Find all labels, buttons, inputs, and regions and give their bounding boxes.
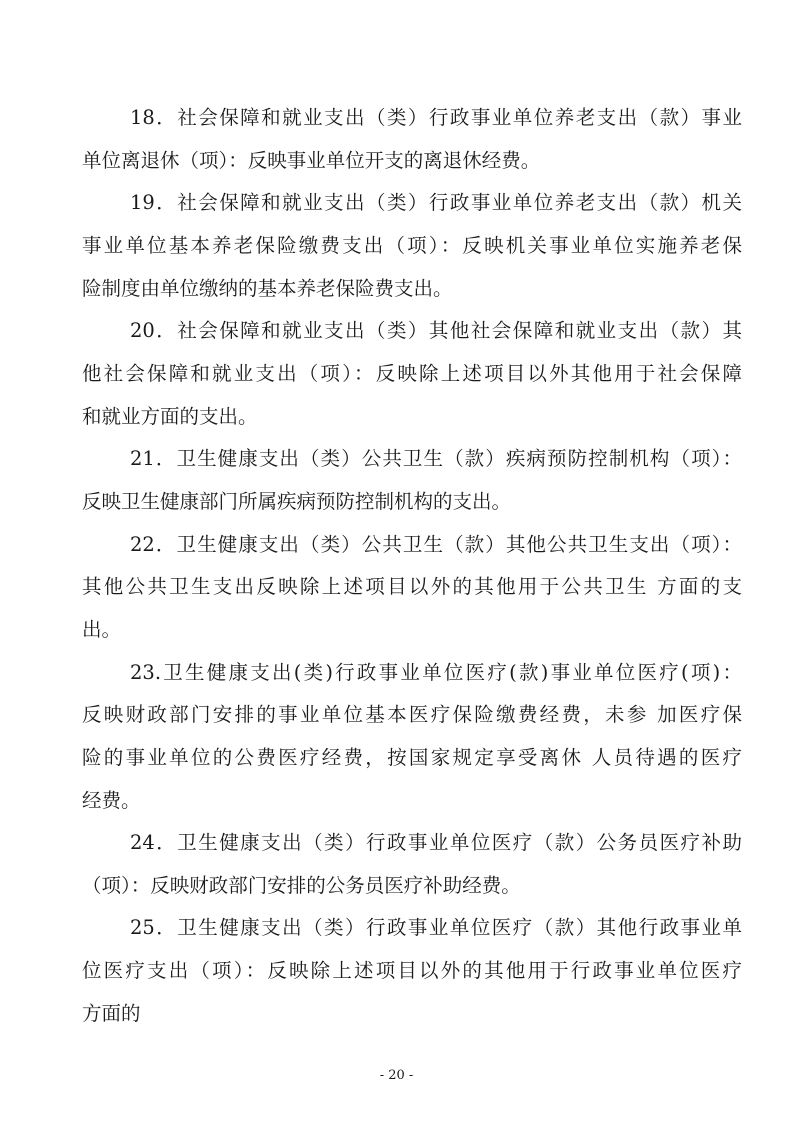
paragraph-item-20 — [82, 310, 742, 438]
text-line: 25．卫生健康支出（类）行政事业单位医疗（款）其他行政事业单 — [130, 916, 742, 940]
text-line: 出。 — [82, 617, 122, 641]
paragraph-item-25 — [82, 907, 742, 1035]
text-line: 经费。 — [82, 788, 141, 812]
text-line: 其他公共卫生支出反映除上述项目以外的其他用于公共卫生 方面的支 — [82, 575, 742, 599]
text-line: 20．社会保障和就业支出（类）其他社会保障和就业支出（款）其 — [130, 319, 742, 343]
body-text — [82, 97, 742, 1035]
text-line: 19．社会保障和就业支出（类）行政事业单位养老支出（款）机关 — [130, 191, 742, 215]
paragraph-item-21 — [82, 438, 742, 523]
text-line: 单位离退休（项）：反映事业单位开支的离退休经费。 — [82, 148, 541, 172]
paragraph-item-24 — [82, 822, 742, 907]
paragraph-item-19 — [82, 182, 742, 310]
page-number: - 20 - — [379, 1068, 414, 1083]
text-line: （项）：反映财政部门安排的公务员医疗补助经费。 — [82, 873, 521, 897]
text-line: 险的事业单位的公费医疗经费，按国家规定享受离休 人员待遇的医疗 — [82, 745, 742, 769]
text-line: 18．社会保障和就业支出（类）行政事业单位养老支出（款）事业 — [130, 106, 742, 129]
paragraph-item-22 — [82, 524, 742, 652]
paragraph-item-18 — [82, 97, 742, 182]
paragraph-item-23 — [82, 652, 742, 823]
text-line: 22．卫生健康支出（类）公共卫生（款）其他公共卫生支出（项）： — [130, 532, 742, 556]
text-line: 位医疗支出（项）：反映除上述项目以外的其他用于行政事业单位医疗 — [82, 959, 742, 983]
text-line: 他社会保障和就业支出（项）：反映除上述项目以外其他用于社会保障 — [82, 361, 742, 385]
text-line: 方面的 — [82, 1001, 141, 1025]
text-line: 反映财政部门安排的事业单位基本医疗保险缴费经费，未参 加医疗保 — [82, 703, 742, 727]
text-line: 和就业方面的支出。 — [82, 404, 258, 428]
text-line: 反映卫生健康部门所属疾病预防控制机构的支出。 — [82, 489, 512, 513]
text-line: 21．卫生健康支出（类）公共卫生（款）疾病预防控制机构（项）： — [130, 447, 742, 471]
text-line: 24．卫生健康支出（类）行政事业单位医疗（款）公务员医疗补助 — [130, 831, 742, 855]
text-line: 险制度由单位缴纳的基本养老保险费支出。 — [82, 276, 453, 300]
text-line: 23.卫生健康支出(类)行政事业单位医疗(款)事业单位医疗(项)： — [130, 660, 742, 684]
text-line: 事业单位基本养老保险缴费支出（项）：反映机关事业单位实施养老保 — [82, 233, 742, 257]
